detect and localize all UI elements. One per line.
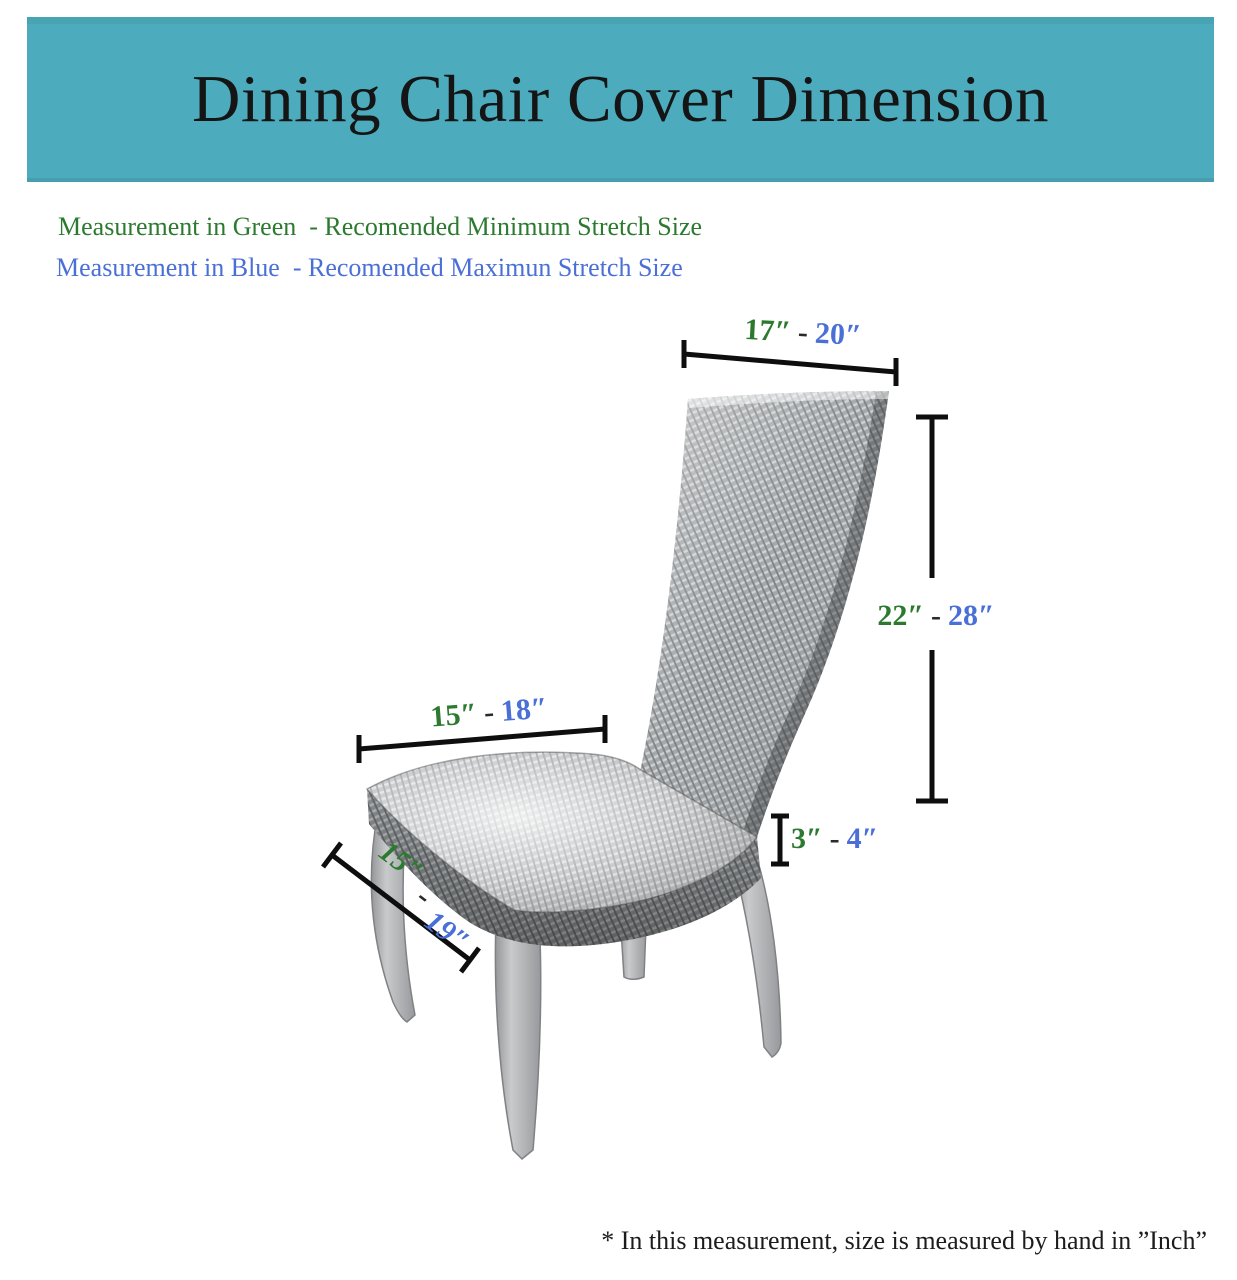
back-height-max: 28″ — [948, 599, 995, 632]
seat-width-max: 18″ — [499, 691, 549, 729]
seat-depth-max: 19″ — [418, 904, 476, 959]
back-height-label — [877, 599, 994, 633]
seat-width-min: 15″ — [429, 696, 479, 734]
dash: - — [482, 695, 496, 730]
back-width-max: 20″ — [814, 316, 863, 353]
skirt-height-label — [791, 822, 878, 856]
legend-max-line: Measurement in Blue - Recomended Maximun Stretch Size — [56, 253, 683, 282]
chair-illustration — [367, 391, 889, 1159]
page-title: Dining Chair Cover Dimension — [192, 62, 1049, 136]
legend-min-line: Measurement in Green - Recomended Minimum Stretch Size — [58, 212, 703, 241]
skirt-height-max: 4″ — [846, 822, 879, 855]
skirt-height-dimension-line — [771, 816, 789, 864]
back-width-min: 17″ — [743, 312, 792, 349]
dash: - — [931, 599, 941, 632]
back-width-label — [744, 313, 863, 353]
back-height-min: 22″ — [877, 599, 924, 632]
seat-depth-min: 15″ — [372, 834, 430, 889]
dash: - — [829, 822, 840, 855]
skirt-height-min: 3″ — [791, 822, 823, 855]
dash: - — [797, 315, 809, 350]
measurement-footnote: * In this measurement, size is measured by hand in ”Inch” — [601, 1226, 1207, 1255]
dash: - — [410, 880, 439, 913]
